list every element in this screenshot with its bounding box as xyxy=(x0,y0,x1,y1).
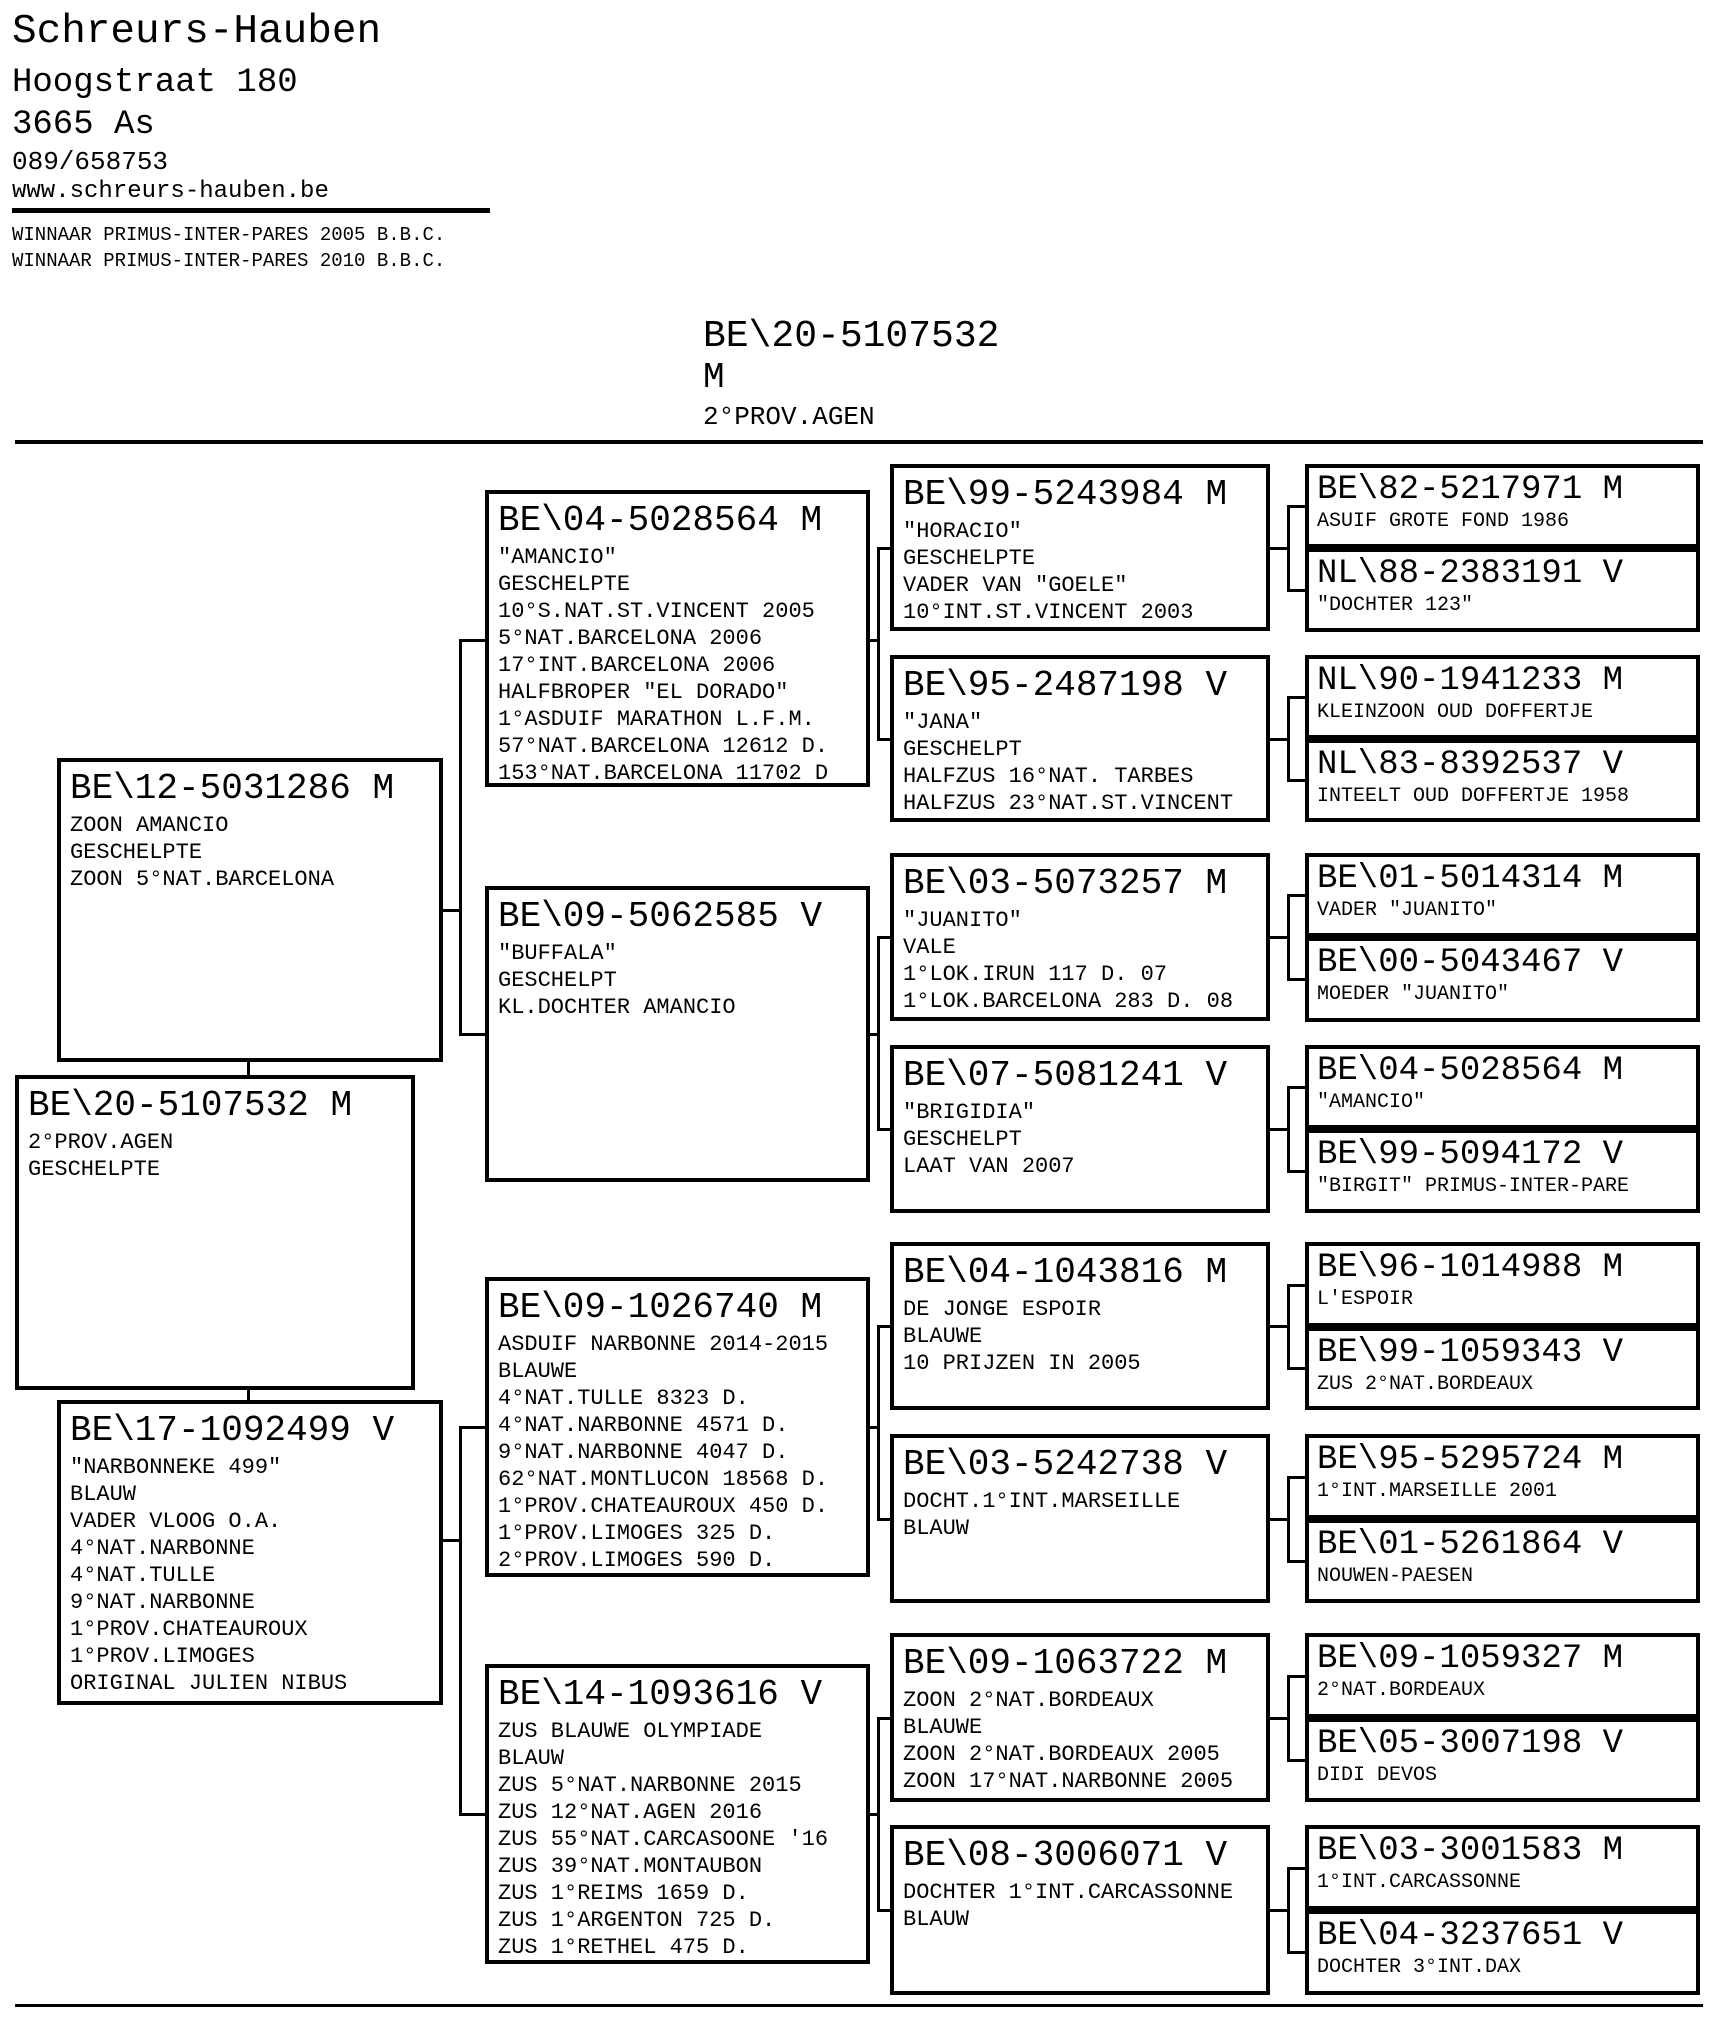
ring-number: BE\09-1059327 M xyxy=(1317,1640,1624,1678)
connector-line xyxy=(877,936,892,939)
pedigree-box-grandparent-2 xyxy=(485,886,870,1182)
ring-number: BE\03-5242738 V xyxy=(903,1444,1228,1485)
pedigree-box-gg-grandparent-13 xyxy=(1305,1633,1700,1718)
connector-line xyxy=(459,1427,462,1814)
address-city: 3665 As xyxy=(12,106,155,144)
pigeon-details: ZUS 2°NAT.BORDEAUX xyxy=(1317,1373,1534,1396)
connector-line xyxy=(870,639,879,642)
ring-number: BE\09-1063722 M xyxy=(903,1643,1228,1684)
pigeon-details: "JUANITO" VALE 1°LOK.IRUN 117 D. 07 1°LOK.BARCELONA 283 D. 08 xyxy=(903,908,1234,1014)
pigeon-details: ASDUIF NARBONNE 2014-2015 BLAUWE 4°NAT.TULLE 8323 D. 4°NAT.NARBONNE 4571 D. 9°NAT.NARBONNE 4047 D. 62°NAT.MONTLUCON 18568 D. 1°PROV.CHATEAUROUX 450 D. 1°PROV.LIMOGES 325 D. 2°PROV.LIMOGES 590 D. xyxy=(498,1332,829,1573)
connector-line xyxy=(870,1813,879,1816)
ring-number: BE\99-5243984 M xyxy=(903,474,1228,515)
connector-line xyxy=(870,1426,879,1429)
ring-number: BE\14-1093616 V xyxy=(498,1674,823,1715)
pedigree-box-gg-grandparent-10 xyxy=(1305,1327,1700,1410)
pigeon-details: "JANA" GESCHELPT HALFZUS 16°NAT. TARBES HALFZUS 23°NAT.ST.VINCENT xyxy=(903,710,1234,816)
connector-line xyxy=(1287,505,1305,508)
pedigree-box-great-grandparent-8 xyxy=(890,1825,1270,1995)
connector-line xyxy=(877,548,880,739)
pigeon-details: DOCHTER 3°INT.DAX xyxy=(1317,1956,1522,1979)
pedigree-box-gg-grandparent-8 xyxy=(1305,1129,1700,1213)
ring-number: BE\04-1043816 M xyxy=(903,1252,1228,1293)
pigeon-details: "DOCHTER 123" xyxy=(1317,594,1474,617)
pedigree-box-great-grandparent-4 xyxy=(890,1045,1270,1213)
connector-line xyxy=(443,909,461,912)
pedigree-box-grandparent-3 xyxy=(485,1277,870,1577)
connector-line xyxy=(877,547,892,550)
connector-line xyxy=(1270,936,1290,939)
pedigree-box-subject xyxy=(15,1075,415,1390)
subject-ring-number: BE\20-5107532 xyxy=(703,315,1000,358)
pedigree-box-gg-grandparent-1 xyxy=(1305,464,1700,548)
loft-name: Schreurs-Hauben xyxy=(12,9,382,55)
pigeon-details: KLEINZOON OUD DOFFERTJE xyxy=(1317,701,1594,724)
pedigree-box-gg-grandparent-6 xyxy=(1305,937,1700,1022)
pedigree-box-gg-grandparent-3 xyxy=(1305,655,1700,739)
pedigree-box-gg-grandparent-11 xyxy=(1305,1434,1700,1519)
ring-number: NL\88-2383191 V xyxy=(1317,555,1624,593)
pedigree-box-grandparent-1 xyxy=(485,490,870,787)
pedigree-box-gg-grandparent-16 xyxy=(1305,1910,1700,1995)
connector-line xyxy=(877,1325,892,1328)
ring-number: BE\03-3001583 M xyxy=(1317,1832,1624,1870)
connector-line xyxy=(877,1128,892,1131)
pedigree-box-gg-grandparent-7 xyxy=(1305,1045,1700,1129)
pedigree-box-great-grandparent-2 xyxy=(890,655,1270,822)
ring-number: BE\01-5261864 V xyxy=(1317,1526,1624,1564)
ring-number: BE\99-1059343 V xyxy=(1317,1334,1624,1372)
pigeon-details: ZOON 2°NAT.BORDEAUX BLAUWE ZOON 2°NAT.BORDEAUX 2005 ZOON 17°NAT.NARBONNE 2005 xyxy=(903,1688,1234,1794)
honor-line-2: WINNAAR PRIMUS-INTER-PARES 2010 B.B.C. xyxy=(12,250,446,272)
connector-line xyxy=(1270,547,1290,550)
connector-line xyxy=(1287,1951,1305,1954)
pedigree-box-gg-grandparent-9 xyxy=(1305,1242,1700,1327)
pigeon-details: DOCHTER 1°INT.CARCASSONNE BLAUW xyxy=(903,1880,1234,1932)
ring-number: BE\07-5081241 V xyxy=(903,1055,1228,1096)
pigeon-details: 2°NAT.BORDEAUX xyxy=(1317,1679,1486,1702)
pigeon-details: DE JONGE ESPOIR BLAUWE 10 PRIJZEN IN 2005 xyxy=(903,1297,1141,1376)
pigeon-details: 1°INT.CARCASSONNE xyxy=(1317,1871,1522,1894)
phone-number: 089/658753 xyxy=(12,147,169,177)
ring-number: BE\01-5014314 M xyxy=(1317,860,1624,898)
pigeon-details: "HORACIO" GESCHELPTE VADER VAN "GOELE" 10°INT.ST.VINCENT 2003 xyxy=(903,519,1194,625)
pigeon-details: "BUFFALA" GESCHELPT KL.DOCHTER AMANCIO xyxy=(498,941,736,1020)
ring-number: BE\96-1014988 M xyxy=(1317,1249,1624,1287)
ring-number: BE\00-5043467 V xyxy=(1317,944,1624,982)
ring-number: BE\95-2487198 V xyxy=(903,665,1228,706)
connector-line xyxy=(459,1033,487,1036)
pedigree-box-gg-grandparent-15 xyxy=(1305,1825,1700,1910)
subject-performance: 2°PROV.AGEN xyxy=(703,402,875,432)
connector-line xyxy=(1287,1759,1305,1762)
connector-line xyxy=(1287,894,1305,897)
connector-line xyxy=(877,1326,880,1519)
pigeon-details: MOEDER "JUANITO" xyxy=(1317,983,1510,1006)
pedigree-box-father xyxy=(57,758,443,1062)
pedigree-box-gg-grandparent-2 xyxy=(1305,548,1700,632)
pedigree-box-great-grandparent-1 xyxy=(890,464,1270,631)
connector-line xyxy=(1287,978,1305,981)
pigeon-details: DOCHT.1°INT.MARSEILLE BLAUW xyxy=(903,1489,1181,1541)
connector-line xyxy=(1287,1170,1305,1173)
connector-line xyxy=(877,1717,892,1720)
pigeon-details: 1°INT.MARSEILLE 2001 xyxy=(1317,1480,1558,1503)
header-rule xyxy=(12,208,490,213)
connector-line xyxy=(1287,1867,1305,1870)
connector-line xyxy=(459,639,487,642)
top-separator-rule xyxy=(15,440,1703,444)
connector-line xyxy=(870,1033,879,1036)
ring-number: BE\09-5062585 V xyxy=(498,896,823,937)
connector-line xyxy=(877,1909,892,1912)
ring-number: BE\08-3006071 V xyxy=(903,1835,1228,1876)
pedigree-box-great-grandparent-5 xyxy=(890,1242,1270,1410)
connector-line xyxy=(1287,1284,1305,1287)
pigeon-details: L'ESPOIR xyxy=(1317,1288,1414,1311)
connector-line xyxy=(1270,1909,1290,1912)
ring-number: BE\12-5031286 M xyxy=(70,768,395,809)
connector-line xyxy=(459,640,462,1034)
connector-line xyxy=(1270,738,1290,741)
ring-number: NL\83-8392537 V xyxy=(1317,746,1624,784)
pigeon-details: ASUIF GROTE FOND 1986 xyxy=(1317,510,1570,533)
connector-line xyxy=(247,1058,250,1078)
pigeon-details: VADER "JUANITO" xyxy=(1317,899,1498,922)
connector-line xyxy=(1287,1476,1305,1479)
ring-number: BE\04-5028564 M xyxy=(498,500,823,541)
connector-line xyxy=(1287,589,1305,592)
connector-line xyxy=(1287,1675,1305,1678)
connector-line xyxy=(1270,1128,1290,1131)
connector-line xyxy=(877,1518,892,1521)
pigeon-details: "BIRGIT" PRIMUS-INTER-PARE xyxy=(1317,1175,1630,1198)
ring-number: BE\95-5295724 M xyxy=(1317,1441,1624,1479)
pigeon-details: ZUS BLAUWE OLYMPIADE BLAUW ZUS 5°NAT.NARBONNE 2015 ZUS 12°NAT.AGEN 2016 ZUS 55°NAT.CARCASOONE '16 ZUS 39°NAT.MONTAUBON ZUS 1°REIMS 1659 D. ZUS 1°ARGENTON 725 D. ZUS 1°RETHEL 475 D. xyxy=(498,1719,829,1960)
connector-line xyxy=(877,738,892,741)
connector-line xyxy=(1287,696,1305,699)
ring-number: BE\09-1026740 M xyxy=(498,1287,823,1328)
pedigree-box-great-grandparent-3 xyxy=(890,853,1270,1021)
connector-line xyxy=(247,1388,250,1404)
ring-number: BE\99-5094172 V xyxy=(1317,1136,1624,1174)
ring-number: BE\04-3237651 V xyxy=(1317,1917,1624,1955)
pedigree-box-gg-grandparent-5 xyxy=(1305,853,1700,937)
connector-line xyxy=(459,1426,487,1429)
pedigree-box-great-grandparent-6 xyxy=(890,1434,1270,1603)
pigeon-details: ZOON AMANCIO GESCHELPTE ZOON 5°NAT.BARCELONA xyxy=(70,813,335,892)
ring-number: BE\03-5073257 M xyxy=(903,863,1228,904)
pigeon-details: INTEELT OUD DOFFERTJE 1958 xyxy=(1317,785,1630,808)
ring-number: BE\04-5028564 M xyxy=(1317,1052,1624,1090)
pedigree-box-gg-grandparent-4 xyxy=(1305,739,1700,822)
pedigree-box-grandparent-4 xyxy=(485,1664,870,1964)
pedigree-box-gg-grandparent-12 xyxy=(1305,1519,1700,1603)
honor-line-1: WINNAAR PRIMUS-INTER-PARES 2005 B.B.C. xyxy=(12,224,446,246)
pigeon-details: "AMANCIO" GESCHELPTE 10°S.NAT.ST.VINCENT 2005 5°NAT.BARCELONA 2006 17°INT.BARCELONA 2006 HALFBROPER "EL DORADO" 1°ASDUIF MARATHON L.F.M. 57°NAT.BARCELONA 12612 D. 153°NAT.BARCELONA 11702 D xyxy=(498,545,829,786)
connector-line xyxy=(1287,1560,1305,1563)
pigeon-details: "BRIGIDIA" GESCHELPT LAAT VAN 2007 xyxy=(903,1100,1075,1179)
connector-line xyxy=(1287,779,1305,782)
ring-number: BE\05-3007198 V xyxy=(1317,1725,1624,1763)
connector-line xyxy=(1287,1086,1305,1089)
address-street: Hoogstraat 180 xyxy=(12,64,298,102)
pigeon-details: "AMANCIO" xyxy=(1317,1091,1426,1114)
website-url: www.schreurs-hauben.be xyxy=(12,178,329,205)
pedigree-box-great-grandparent-7 xyxy=(890,1633,1270,1802)
ring-number: NL\90-1941233 M xyxy=(1317,662,1624,700)
pedigree-box-gg-grandparent-14 xyxy=(1305,1718,1700,1802)
pigeon-details: NOUWEN-PAESEN xyxy=(1317,1565,1474,1588)
connector-line xyxy=(1270,1717,1290,1720)
connector-line xyxy=(443,1539,461,1542)
pigeon-details: 2°PROV.AGEN GESCHELPTE xyxy=(28,1130,174,1182)
ring-number: BE\82-5217971 M xyxy=(1317,471,1624,509)
connector-line xyxy=(459,1813,487,1816)
pigeon-details: "NARBONNEKE 499" BLAUW VADER VLOOG O.A. 4°NAT.NARBONNE 4°NAT.TULLE 9°NAT.NARBONNE 1°PROV.CHATEAUROUX 1°PROV.LIMOGES ORIGINAL JULIEN NIBUS xyxy=(70,1455,348,1696)
ring-number: BE\17-1092499 V xyxy=(70,1410,395,1451)
connector-line xyxy=(1287,1367,1305,1370)
connector-line xyxy=(1270,1518,1290,1521)
ring-number: BE\20-5107532 M xyxy=(28,1085,353,1126)
pigeon-details: DIDI DEVOS xyxy=(1317,1764,1438,1787)
pedigree-box-mother xyxy=(57,1400,443,1705)
connector-line xyxy=(1270,1325,1290,1328)
bottom-rule xyxy=(15,2004,1703,2007)
subject-sex: M xyxy=(703,357,725,398)
